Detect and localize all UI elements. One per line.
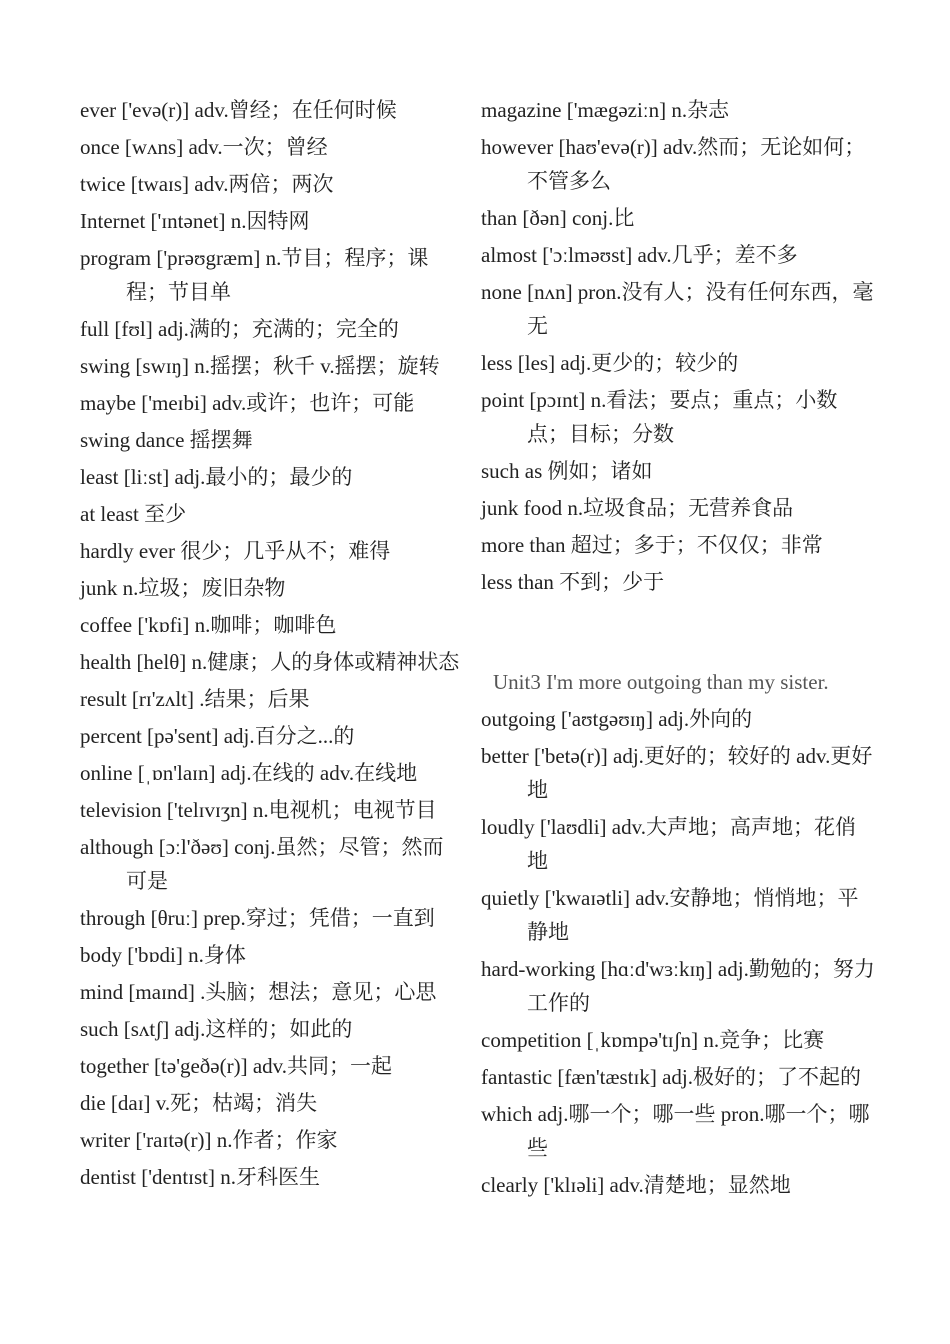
vocab-entry: quietly ['kwaɪətli] adv.安静地；悄悄地；平静地 [481,886,859,944]
vocab-entry: hardly ever 很少；几乎从不；难得 [80,539,391,563]
vocab-entry: percent [pə'sent] adj.百分之...的 [80,724,355,748]
vocab-entry: maybe ['meɪbi] adv.或许；也许；可能 [80,391,415,415]
vocab-entry: less than 不到；少于 [481,570,665,594]
vocab-entry: dentist ['dentɪst] n.牙科医生 [80,1165,321,1189]
vocab-entry: Internet ['ɪntənet] n.因特网 [80,209,310,233]
vocab-entry: once [wʌns] adv.一次；曾经 [80,135,328,159]
vocab-entry: such [sʌtʃ] adj.这样的；如此的 [80,1017,353,1041]
vocab-entry: however [haʊ'evə(r)] adv.然而；无论如何；不管多么 [481,135,866,193]
vocab-entry: competition [ˌkɒmpə'tɪʃn] n.竞争；比赛 [481,1028,825,1052]
vocab-entry: although [ɔːl'ðəʊ] conj.虽然；尽管；然而可是 [80,835,444,893]
vocab-entry: such as 例如；诸如 [481,459,653,483]
vocab-entry: mind [maɪnd] .头脑；想法；意见；心思 [80,980,437,1004]
vocab-entry: through [θruː] prep.穿过；凭借；一直到 [80,906,435,930]
vocab-entry: magazine ['mægəziːn] n.杂志 [481,98,730,122]
vocab-entry: hard-working [hɑːd'wɜːkɪŋ] adj.勤勉的；努力工作的 [481,957,875,1015]
vocab-entry: body ['bɒdi] n.身体 [80,943,246,967]
vocab-entry: junk food n.垃圾食品；无营养食品 [481,496,794,520]
vocab-entry: clearly ['klɪəli] adv.清楚地；显然地 [481,1173,791,1197]
vocab-entry: writer ['raɪtə(r)] n.作者；作家 [80,1128,338,1152]
vocab-entry: television ['telɪvɪʒn] n.电视机；电视节目 [80,798,437,822]
vocab-entry: than [ðən] conj.比 [481,206,635,230]
vocab-entry: die [daɪ] v.死；枯竭；消失 [80,1091,318,1115]
vocab-entry: loudly ['laʊdli] adv.大声地；高声地；花俏地 [481,815,856,873]
vocab-entry: ever ['evə(r)] adv.曾经；在任何时候 [80,98,397,122]
vocab-entry: none [nʌn] pron.没有人；没有任何东西，毫无 [481,280,874,338]
vocab-entry: which adj.哪一个；哪一些 pron.哪一个；哪些 [481,1102,870,1160]
vocab-entry: twice [twaɪs] adv.两倍；两次 [80,172,334,196]
vocab-entry: at least 至少 [80,502,187,526]
unit-heading: Unit3 I'm more outgoing than my sister. [493,670,829,694]
vocab-entry: together [tə'geðə(r)] adv.共同；一起 [80,1054,393,1078]
vocab-entry: health [helθ] n.健康；人的身体或精神状态 [80,650,460,674]
vocab-entry: program ['prəʊgræm] n.节目；程序；课程；节目单 [80,246,429,304]
vocab-entry: full [fʊl] adj.满的；充满的；完全的 [80,317,399,341]
vocab-entry: least [liːst] adj.最小的；最少的 [80,465,353,489]
vocab-entry: swing dance 摇摆舞 [80,428,253,452]
vocab-entry: less [les] adj.更少的；较少的 [481,351,739,375]
vocab-entry: almost ['ɔːlməʊst] adv.几乎；差不多 [481,243,798,267]
vocab-entry: result [rɪ'zʌlt] .结果；后果 [80,687,310,711]
vocab-entry: coffee ['kɒfi] n.咖啡；咖啡色 [80,613,337,637]
right-column [481,93,876,1205]
vocab-entry: swing [swɪŋ] n.摇摆；秋千 v.摇摆；旋转 [80,354,440,378]
vocab-entry: point [pɔɪnt] n.看法；要点；重点；小数点；目标；分数 [481,388,838,446]
vocab-entry: fantastic [fæn'tæstɪk] adj.极好的；了不起的 [481,1065,861,1089]
vocab-entry: outgoing ['aʊtgəʊɪŋ] adj.外向的 [481,707,753,731]
left-column [80,93,460,1197]
vocab-entry: more than 超过；多于；不仅仅；非常 [481,533,823,557]
vocab-entry: better ['betə(r)] adj.更好的；较好的 adv.更好地 [481,744,873,802]
vocab-entry: online [ˌɒn'laɪn] adj.在线的 adv.在线地 [80,761,418,785]
vocab-entry: junk n.垃圾；废旧杂物 [80,576,286,600]
